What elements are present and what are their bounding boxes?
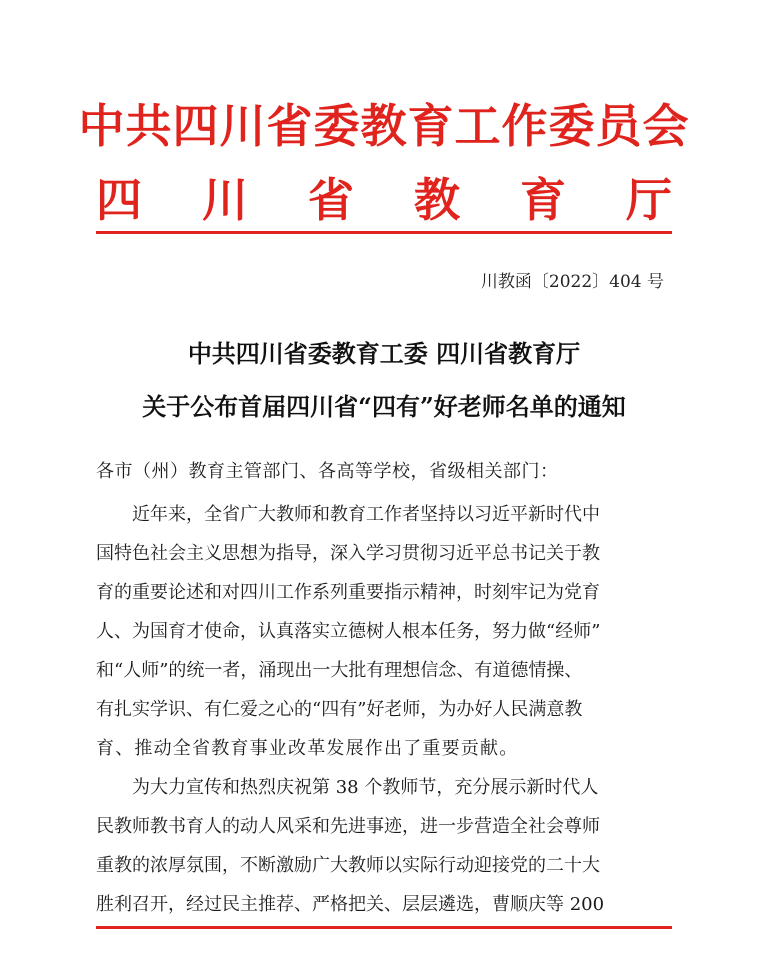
issuer-char: 教 [414,173,460,227]
body-paragraph-1 [96,495,672,768]
red-header-rule [96,231,672,234]
paragraph-line: 育、推动全省教育事业改革发展作出了重要贡献。 [96,738,519,759]
issuer-char: 育 [520,173,566,227]
issuer-name-line-2 [96,170,672,230]
paragraph-line: 民教师教书育人的动人风采和先进事迹，进一步营造全社会尊师 [96,816,600,837]
issuer-char: 厅 [626,173,672,227]
paragraph-line: 育的重要论述和对四川工作系列重要指示精神，时刻牢记为党育 [96,582,600,603]
red-footer-rule [96,926,672,929]
body-paragraph-2 [96,768,672,924]
paragraph-line: 胜利召开，经过民主推荐、严格把关、层层遴选，曹顺庆等 200 [96,894,605,915]
document-number: 川教函〔2022〕404 号 [480,272,664,292]
document-title-line-2: 关于公布首届四川省“四有”好老师名单的通知 [142,392,626,421]
paragraph-line: 和“人师”的统一者，涌现出一大批有理想信念、有道德情操、 [96,660,583,681]
paragraph-line: 近年来，全省广大教师和教育工作者坚持以习近平新时代中 [132,504,600,525]
issuer-name-line-1: 中共四川省委教育工作委员会 [78,99,690,153]
issuer-char: 川 [202,173,248,227]
paragraph-line: 人、为国育才使命，认真落实立德树人根本任务，努力做“经师” [96,621,601,642]
paragraph-line: 国特色社会主义思想为指导，深入学习贯彻习近平总书记关于教 [96,543,600,564]
salutation: 各市（州）教育主管部门、各高等学校，省级相关部门： [96,461,559,482]
issuer-char: 省 [308,173,354,227]
paragraph-line: 重教的浓厚氛围，不断激励广大教师以实际行动迎接党的二十大 [96,855,600,876]
paragraph-line: 为大力宣传和热烈庆祝第 38 个教师节，充分展示新时代人 [132,777,599,798]
document-title-line-1: 中共四川省委教育工委 四川省教育厅 [187,339,581,368]
paragraph-line: 有扎实学识、有仁爱之心的“四有”好老师，为办好人民满意教 [96,699,583,720]
issuer-char: 四 [96,173,142,227]
